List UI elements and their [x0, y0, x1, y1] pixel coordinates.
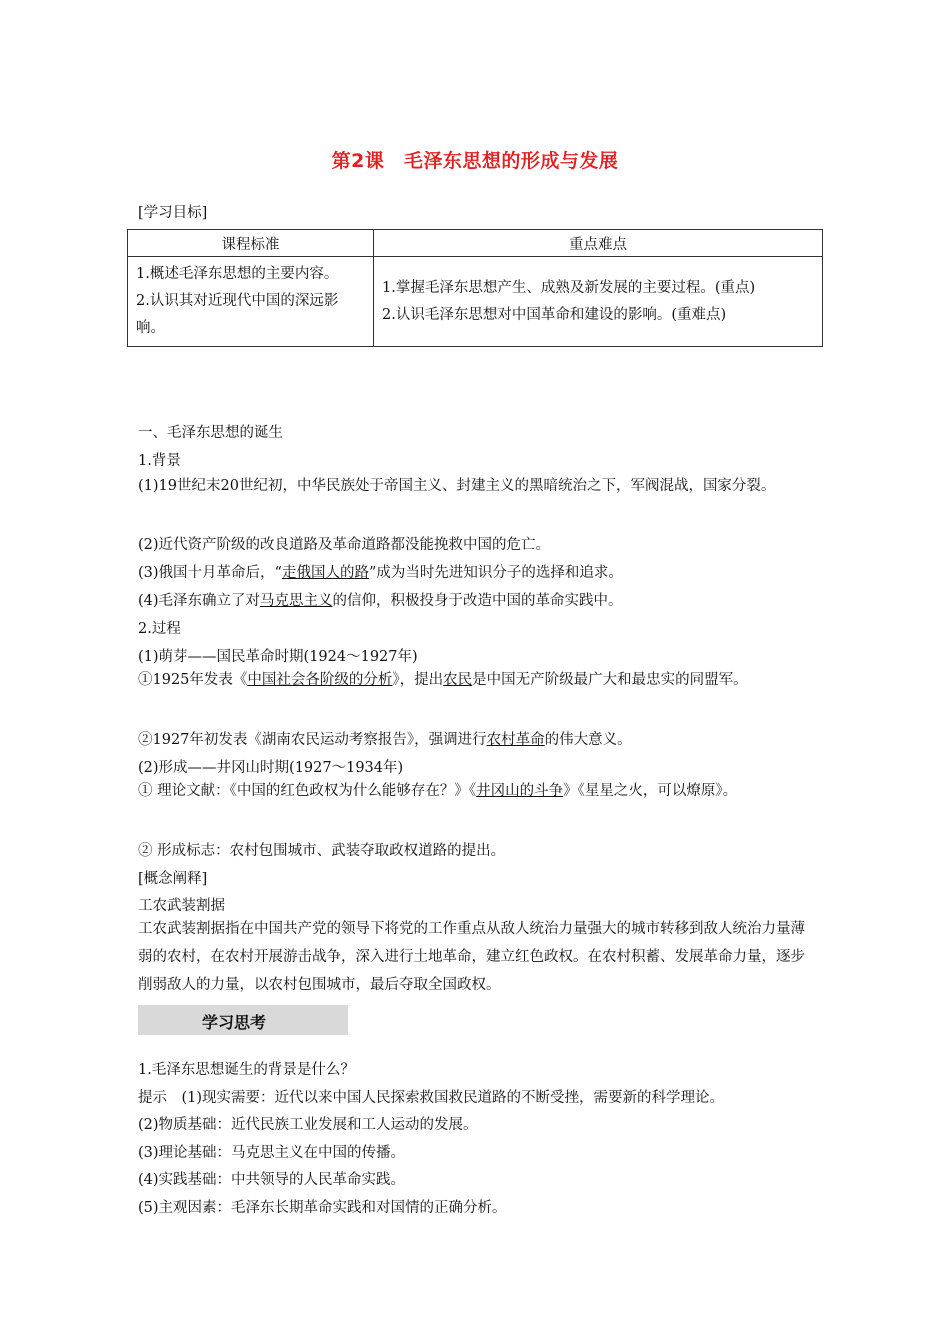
- concept-label: [概念阐释]: [138, 871, 208, 887]
- underlined-term: 农民: [443, 672, 473, 688]
- key-point-item: 1.掌握毛泽东思想产生、成熟及新发展的主要过程。(重点): [382, 279, 756, 296]
- process-item: ① 理论文献：《中国的红色政权为什么能够存在？》《井冈山的斗争》《星星之火，可以燎原》。: [138, 783, 738, 799]
- process-item: ② 形成标志：农村包围城市、武装夺取政权道路的提出。: [138, 843, 506, 859]
- table-header-row: [128, 230, 823, 257]
- header-standards: 课程标准: [128, 230, 374, 257]
- question: 1.毛泽东思想诞生的背景是什么？: [138, 1062, 355, 1078]
- standard-item: 1.概述毛泽东思想的主要内容。: [136, 266, 339, 282]
- answer-line: 提示 (1)现实需要：近代以来中国人民探索救国救民道路的不断受挫，需要新的科学理论。: [138, 1090, 725, 1106]
- process-item: (2)形成——井冈山时期(1927～1934年): [138, 760, 404, 776]
- answer-line: (2)物质基础：近代民族工业发展和工人运动的发展。: [138, 1117, 478, 1133]
- concept-text: 工农武装割据指在中国共产党的领导下将党的工作重点从敌人统治力量强大的城市转移到敌人统治力量薄弱的农村，在农村开展游击战争，深入进行土地革命，建立红色政权。在农村积蓄、发展革命力量，逐步削弱敌人的力量，以农村包围城市，最后夺取全国政权。: [138, 921, 805, 993]
- study-band: [138, 1005, 348, 1035]
- background-item: (2)近代资产阶级的改良道路及革命道路都没能挽救中国的危亡。: [138, 537, 551, 553]
- process-heading: 2.过程: [138, 621, 181, 637]
- background-heading: 1.背景: [138, 453, 181, 469]
- background-item: (3)俄国十月革命后，“走俄国人的路”成为当时先进知识分子的选择和追求。: [138, 565, 623, 581]
- table-row: [128, 257, 823, 347]
- process-item: ②1927年初发表《湖南农民运动考察报告》，强调进行农村革命的伟大意义。: [138, 732, 632, 748]
- underlined-term: 农村革命: [486, 732, 545, 748]
- standard-item: 2.认识其对近现代中国的深远影响。: [136, 293, 339, 336]
- underlined-term: 中国社会各阶级的分析: [247, 672, 393, 688]
- process-item: (1)萌芽——国民革命时期(1924～1927年): [138, 649, 418, 665]
- objectives-table: [127, 229, 823, 347]
- key-points-cell: [374, 257, 823, 347]
- concept-term: 工农武装割据: [138, 898, 225, 914]
- underlined-term: 马克思主义: [260, 593, 333, 609]
- goals-label: [学习目标]: [138, 205, 208, 221]
- process-item: ①1925年发表《中国社会各阶级的分析》，提出农民是中国无产阶级最广大和最忠实的同盟军。: [138, 672, 748, 688]
- background-item: (4)毛泽东确立了对马克思主义的信仰，积极投身于改造中国的革命实践中。: [138, 593, 623, 609]
- page-title: 第2课 毛泽东思想的形成与发展: [331, 150, 619, 172]
- underlined-term: 走俄国人的路: [281, 565, 369, 581]
- key-point-item: 2.认识毛泽东思想对中国革命和建设的影响。(重难点): [382, 306, 727, 323]
- section-heading: 一、毛泽东思想的诞生: [138, 425, 283, 441]
- answer-line: (5)主观因素：毛泽东长期革命实践和对国情的正确分析。: [138, 1200, 507, 1216]
- answer-line: (4)实践基础：中共领导的人民革命实践。: [138, 1172, 406, 1188]
- study-band-label: 学习思考: [202, 1013, 267, 1032]
- underlined-term: 井冈山的斗争: [476, 783, 564, 799]
- background-item: (1)19世纪末20世纪初，中华民族处于帝国主义、封建主义的黑暗统治之下，军阀混战，国家分裂。: [138, 478, 776, 494]
- standards-cell: [128, 257, 374, 347]
- header-key-points: 重点难点: [374, 230, 823, 257]
- answer-line: (3)理论基础：马克思主义在中国的传播。: [138, 1145, 406, 1161]
